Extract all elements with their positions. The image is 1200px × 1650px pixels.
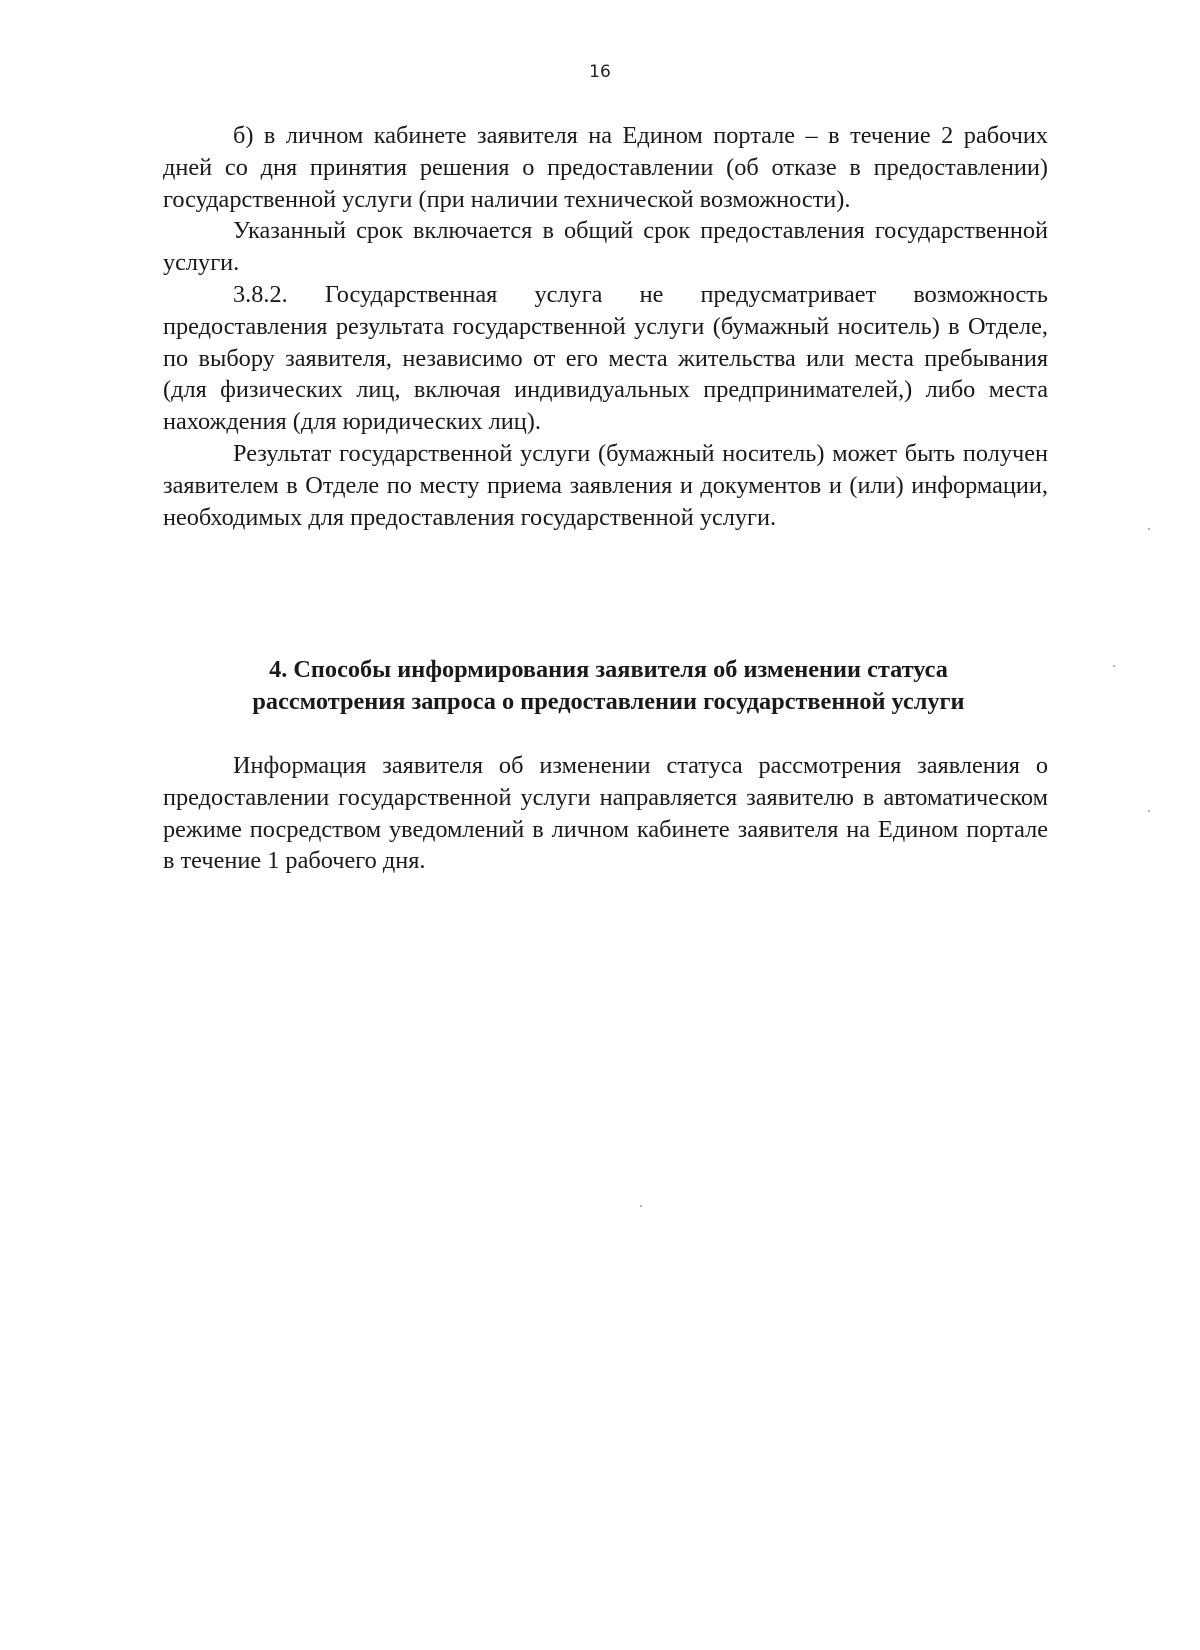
section-heading xyxy=(163,654,1048,718)
page-number: 16 xyxy=(589,62,611,82)
scan-speck xyxy=(640,1205,642,1207)
section-4-heading xyxy=(163,654,1048,718)
heading-line-2: рассмотрения запроса о предоставлении государственной услуги xyxy=(252,688,965,715)
section-3-8-text xyxy=(163,120,1048,533)
paragraph-term-included: Указанный срок включается в общий срок предоставления государственной услуги. xyxy=(163,217,1048,277)
paragraph-3-8-2: 3.8.2. Государственная услуга не предусматривает возможность предоставления результата государственной услуги (бумажный носитель) в Отделе, по выбору заявителя, независимо от его места жительства или места пребывания (для физических лиц, включая индивидуальных предпринимателей,) либо места нахождения (для юридических лиц). xyxy=(163,280,1048,436)
paragraph-status-notification: Информация заявителя об изменении статуса рассмотрения заявления о предоставлении государственной услуги направляется заявителю в автоматическом режиме посредством уведомлений в личном кабинете заявителя на Едином портале в течение 1 рабочего дня. xyxy=(163,752,1048,875)
paragraph-result-paper: Результат государственной услуги (бумажный носитель) может быть получен заявителем в Отделе по месту приема заявления и документов и (или) информации, необходимых для предоставления государственной услуги. xyxy=(163,439,1048,531)
paragraph-b-personal-account: б) в личном кабинете заявителя на Едином портале – в течение 2 рабочих дней со дня принятия решения о предоставлении (об отказе в предоставлении) государственной услуги (при наличии технической возможности). xyxy=(163,122,1048,213)
heading-line-1: 4. Способы информирования заявителя об изменении статуса xyxy=(269,656,948,683)
scan-speck xyxy=(1148,528,1150,530)
scan-speck xyxy=(1148,810,1150,812)
scan-speck xyxy=(1113,665,1115,667)
section-4-text xyxy=(163,750,1048,877)
